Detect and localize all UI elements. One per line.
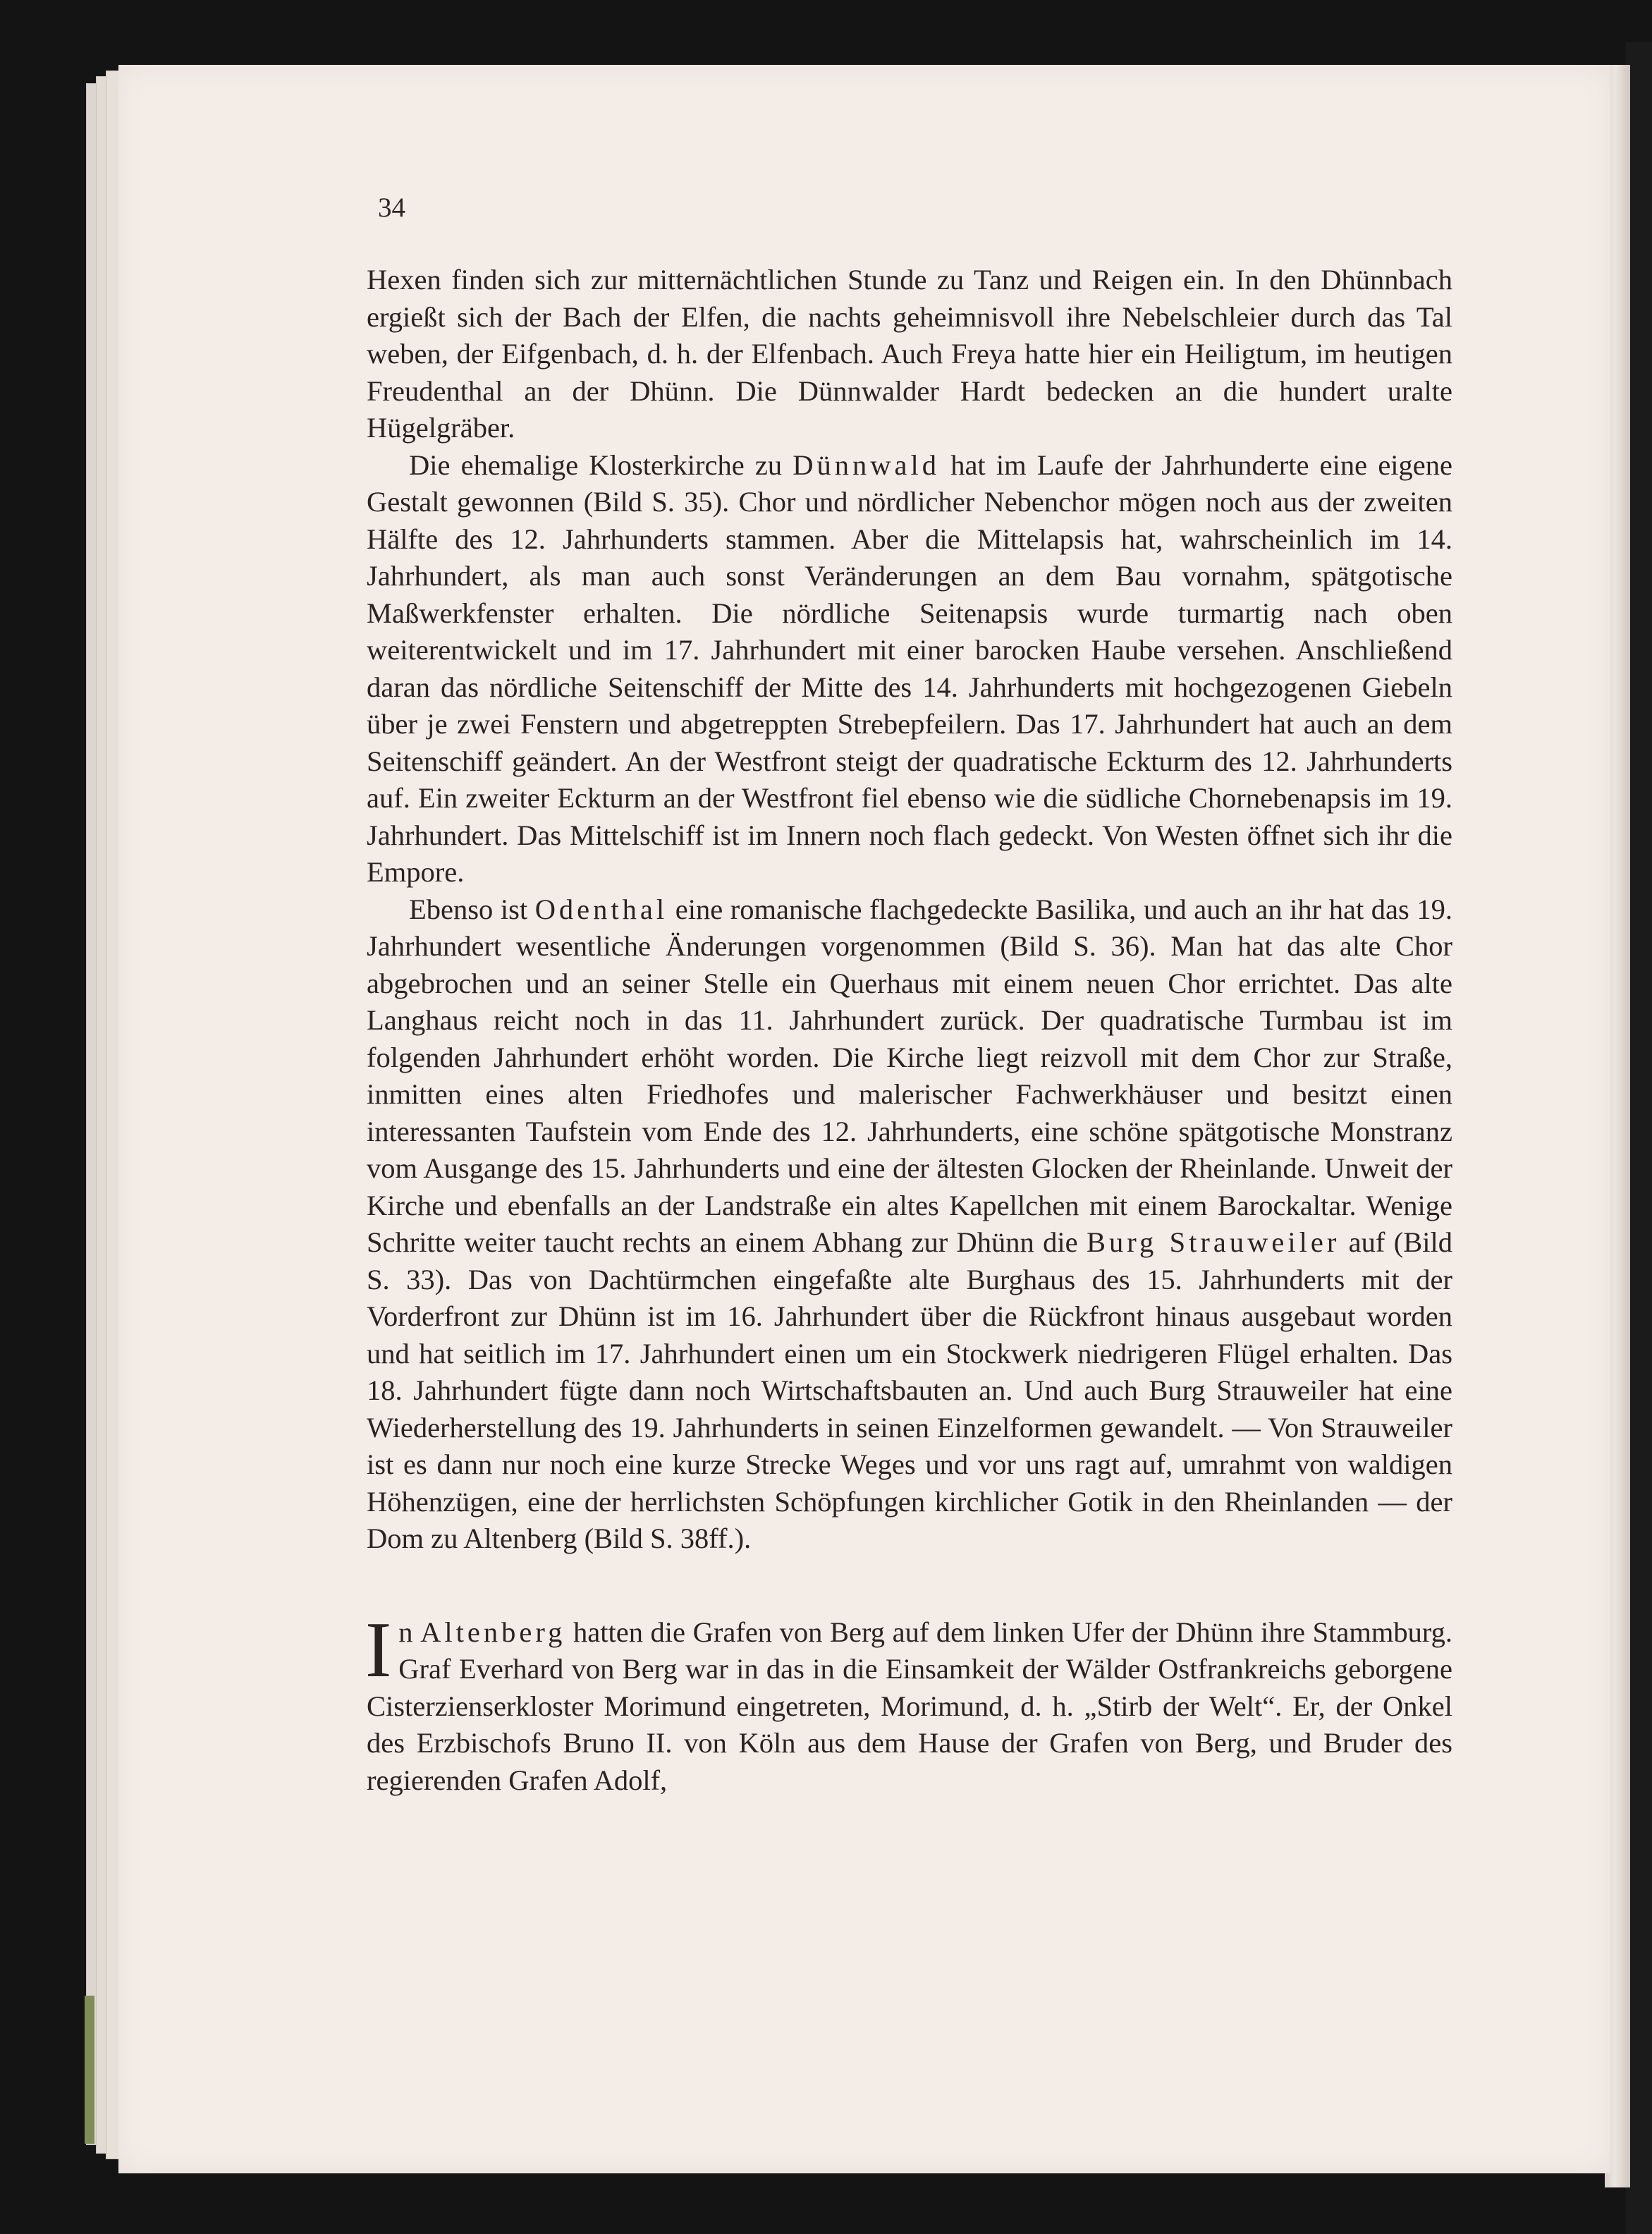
place-name-burg-strauweiler: Burg Strauweiler	[1087, 1226, 1340, 1258]
paragraph-3	[367, 891, 1452, 1558]
place-name-odenthal: Odenthal	[534, 893, 668, 925]
paragraph-4-text-a: n	[398, 1616, 413, 1648]
book-cover-strip	[85, 1996, 94, 2144]
paragraph-2	[367, 447, 1452, 891]
paragraph-4	[365, 1606, 1452, 1800]
page-number: 34	[378, 193, 405, 223]
body-text	[367, 262, 1452, 1799]
paragraph-1-text: Hexen finden sich zur mitternächtlichen Stunde zu Tanz und Reigen ein. In den Dhünnbach ergießt sich der Bach der Elfen, die nachts geheimnisvoll ihre Nebelschleier durch das Tal weben, der Eifgenbach, d. h. der Elfenbach. Auch Freya hatte hier ein Heiligtum, im heutigen Freudenthal an der Dhünn. Die Dünnwalder Hardt bedecken an die hundert uralte Hügelgräber.	[367, 264, 1452, 444]
section-gap	[367, 1558, 1452, 1614]
place-name-altenberg: Altenberg	[420, 1616, 566, 1648]
drop-cap: I	[365, 1606, 392, 1694]
paragraph-3-text-c: auf (Bild S. 33). Das von Dachtürmchen eingefaßte alte Burghaus des 15. Jahrhunderts mit der Vorderfront zur Dhünn ist im 16. Jahrhundert über die Rückfront hinaus ausgebaut worden und hat seitlich im 17. Jahrhundert einen um ein Stockwerk niedrigeren Flügel erhalten. Das 18. Jahrhundert fügte dann noch Wirtschaftsbauten an. Und auch Burg Strauweiler hat eine Wiederherstellung des 19. Jahrhunderts in seinen Einzelformen gewandelt. — Von Strauweiler ist es dann nur noch eine kurze Strecke Weges und vor uns ragt auf, umrahmt von waldigen Höhenzügen, eine der herrlichsten Schöpfungen kirchlicher Gotik in den Rheinlanden — der Dom zu Altenberg (Bild S. 38ff.).	[367, 1226, 1452, 1554]
paragraph-4-text-b: hatten die Grafen von Berg auf dem linken Ufer der Dhünn ihre Stammburg. Graf Everhard von Berg war in das in die Einsamkeit der Wälder Ostfrankreichs geborgene Cisterzienserkloster Morimund eingetreten, Morimund, d. h. „Stirb der Welt“. Er, der Onkel des Erzbischofs Bruno II. von Köln aus dem Hause der Grafen von Berg, und Bruder des regierenden Grafen Adolf,	[367, 1616, 1452, 1796]
paragraph-2-text-b: hat im Laufe der Jahrhunderte eine eigene Gestalt gewonnen (Bild S. 35). Chor und nördlicher Nebenchor mögen noch aus der zweiten Hälfte des 12. Jahrhunderts stammen. Aber die Mittelapsis hat, wahrscheinlich im 14. Jahrhundert, als man auch sonst Veränderungen an dem Bau vornahm, spätgotische Maßwerkfenster erhalten. Die nördliche Seitenapsis wurde turmartig nach oben weiterentwickelt und im 17. Jahrhundert mit einer barocken Haube versehen. Anschließend daran das nördliche Seitenschiff der Mitte des 14. Jahrhunderts mit hochgezogenen Giebeln über je zwei Fenstern und abgetreppten Strebepfeilern. Das 17. Jahrhundert hat auch an dem Seitenschiff geändert. An der Westfront steigt der quadratische Eckturm des 12. Jahrhunderts auf. Ein zweiter Eckturm an der Westfront fiel ebenso wie die südliche Chornebenapsis im 19. Jahrhundert. Das Mittelschiff ist im Innern noch flach gedeckt. Von Westen öffnet sich ihr die Empore.	[367, 448, 1452, 888]
paragraph-1	[367, 262, 1452, 447]
paragraph-2-text-a: Die ehemalige Klosterkirche zu	[409, 448, 783, 481]
paragraph-3-text-b: eine romanische flachgedeckte Basilika, und auch an ihr hat das 19. Jahrhundert wesentliche Änderungen vorgenommen (Bild S. 36). Man hat das alte Chor abgebrochen und an seiner Stelle ein Querhaus mit einem neuen Chor errichtet. Das alte Langhaus reicht noch in das 11. Jahrhundert zurück. Der quadratische Turmbau ist im folgenden Jahrhundert erhöht worden. Die Kirche liegt reizvoll mit dem Chor zur Straße, inmitten eines alten Friedhofes und malerischer Fachwerkhäuser und besitzt einen interessanten Taufstein vom Ende des 12. Jahrhunderts, eine schöne spätgotische Monstranz vom Ausgange des 15. Jahrhunderts und eine der ältesten Glocken der Rheinlande. Unweit der Kirche und ebenfalls an der Landstraße ein altes Kapellchen mit einem Barockaltar. Wenige Schritte weiter taucht rechts an einem Abhang zur Dhünn die	[367, 893, 1453, 1258]
place-name-duennwald: Dünnwald	[793, 448, 941, 481]
paragraph-3-text-a: Ebenso ist	[409, 893, 528, 925]
